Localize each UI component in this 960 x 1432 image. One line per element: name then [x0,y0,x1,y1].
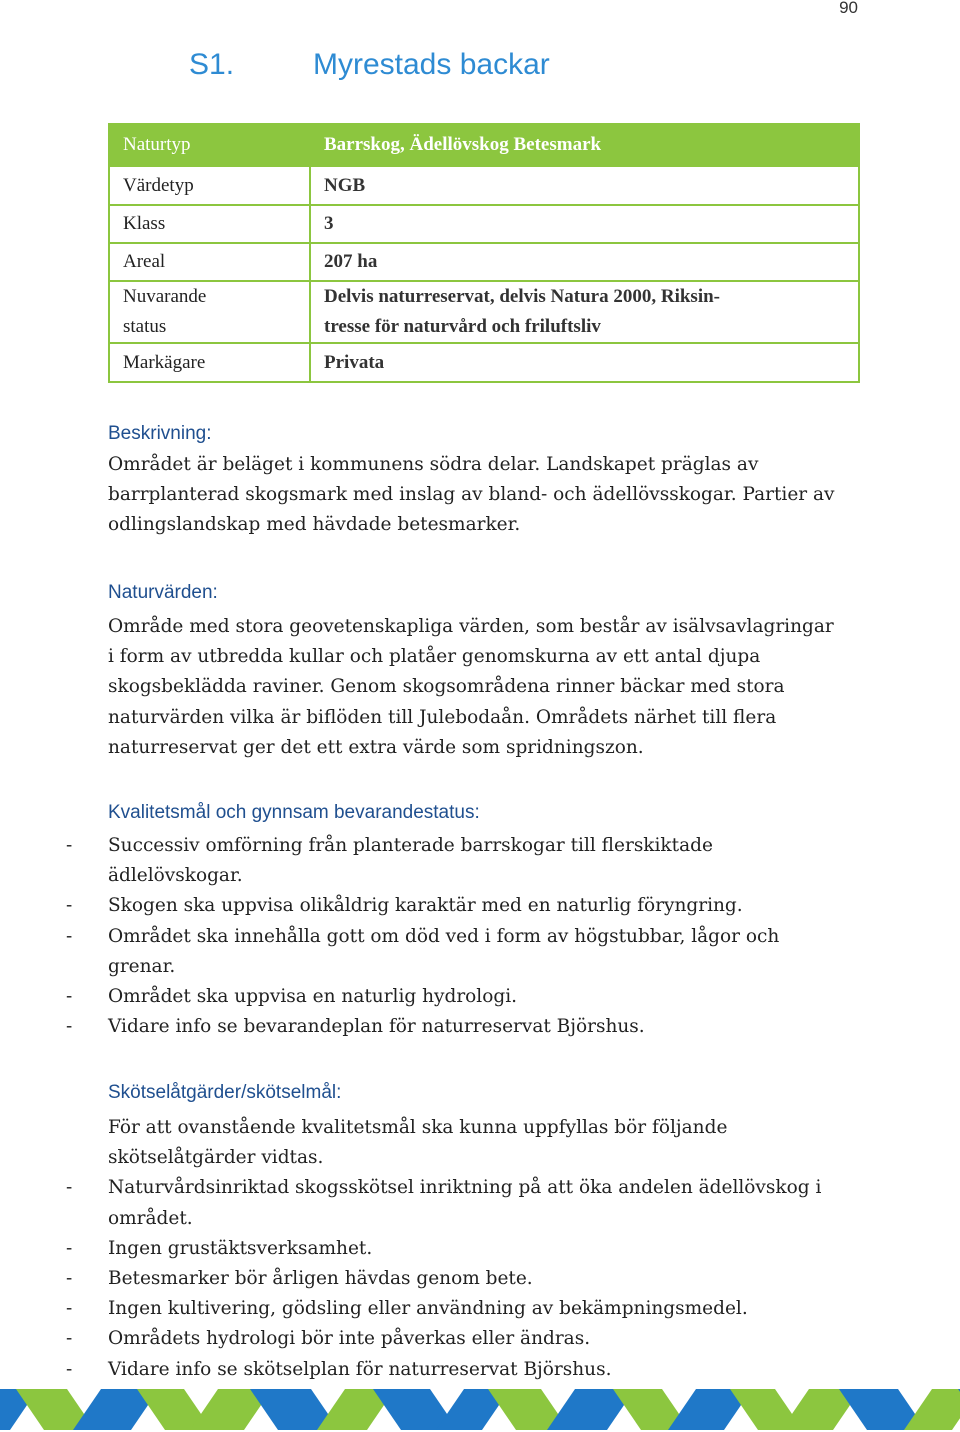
list-item [66,1355,868,1385]
dash-marker: - [66,1298,73,1320]
list-item [66,1264,868,1294]
naturvarden-line: i form av utbredda kullar och platåer genomskurna av ett antal djupa [108,646,761,668]
table-header-row [109,124,859,166]
dash-marker: - [66,895,73,917]
naturvarden-line: naturreservat ger det ett extra värde som spridningszon. [108,736,644,758]
dash-marker: - [66,1328,73,1350]
beskrivning-line: barrplanterad skogsmark med inslag av bland- och ädellövsskogar. Partier av [108,484,835,506]
list-item [66,1012,868,1042]
kvalitetsmal-list [66,831,868,1042]
dash-marker: - [66,1358,73,1380]
list-item-text: Området ska innehålla gott om död ved i form av högstubbar, lågor och [108,925,780,947]
list-item [66,922,868,982]
list-item-text: Områdets hydrologi bör inte påverkas eller ändras. [108,1328,591,1350]
section-name: Myrestads backar [313,48,550,81]
footer-decorative-band [0,1383,960,1432]
dash-marker: - [66,986,73,1008]
dash-marker: - [66,1177,73,1199]
naturvarden-line: skogsbeklädda raviner. Genom skogsområdena rinner bäckar med stora [108,676,785,698]
status-label [109,281,310,343]
footer-band-graphic [0,1383,960,1432]
markagare-value: Privata [310,343,859,382]
list-item-text: Successiv omförning från planterade barrskogar till flerskiktade [108,835,713,856]
areal-value: 207 ha [310,243,859,281]
list-item [66,1173,868,1233]
naturvarden-line: Område med stora geovetenskapliga värden, som består av isälvsavlagringar [108,616,834,637]
status-value-line1: Delvis naturreservat, delvis Natura 2000, Riksin- [324,286,720,307]
info-table [108,123,860,383]
list-item-text: Ingen grustäktsverksamhet. [108,1237,373,1259]
naturvarden-line: naturvärden vilka är biflöden till Julebodaån. Områdets närhet till flera [108,706,777,728]
list-item [66,982,868,1012]
vardetyp-label: Värdetyp [109,166,310,205]
list-item-text: området. [108,1207,193,1229]
naturtyp-label: Naturtyp [109,124,310,166]
kvalitetsmal-heading: Kvalitetsmål och gynnsam bevarandestatus: [108,802,480,823]
status-label-line1: Nuvarande [123,286,207,307]
footer-band-segment [904,1389,960,1430]
table-row [109,166,859,205]
list-item-text: Naturvårdsinriktad skogsskötsel inriktning på att öka andelen ädellövskog i [108,1177,822,1199]
list-item-text: Området ska uppvisa en naturlig hydrologi. [108,986,517,1008]
list-item [66,1324,868,1354]
list-item-text: Vidare info se skötselplan för naturreservat Björshus. [108,1358,612,1380]
table-row [109,343,859,382]
table-row [109,243,859,281]
list-item [66,891,868,921]
markagare-label: Markägare [109,343,310,382]
vardetyp-value: NGB [310,166,859,205]
page-number: 90 [839,0,858,17]
areal-label: Areal [109,243,310,281]
beskrivning-line: Området är beläget i kommunens södra delar. Landskapet präglas av [108,454,759,475]
beskrivning-section [108,420,868,541]
kvalitetsmal-section [66,799,868,1042]
list-item-text: Skogen ska uppvisa olikåldrig karaktär med en naturlig föryngring. [108,895,743,917]
page-title [189,48,550,82]
status-label-line2: status [123,316,167,337]
naturvarden-section [108,579,868,763]
list-item [66,831,868,891]
dash-marker: - [66,925,73,947]
status-value-line2: tresse för naturvård och friluftsliv [324,316,601,337]
list-item-text: grenar. [108,955,176,977]
skotsel-intro-line: skötselåtgärder vidtas. [108,1147,324,1169]
dash-marker: - [66,1237,73,1259]
dash-marker: - [66,1016,73,1038]
list-item-text: Vidare info se bevarandeplan för naturreservat Björshus. [108,1016,645,1038]
skotsel-intro-line: För att ovanstående kvalitetsmål ska kunna uppfyllas bör följande [108,1117,728,1138]
skotsel-section [66,1079,868,1385]
dash-marker: - [66,1268,73,1290]
list-item [66,1294,868,1324]
list-item [66,1234,868,1264]
list-item-text: Ingen kultivering, gödsling eller användning av bekämpningsmedel. [108,1298,748,1320]
list-item-text: Betesmarker bör årligen hävdas genom bete. [108,1268,533,1290]
klass-value: 3 [310,205,859,243]
skotsel-heading: Skötselåtgärder/skötselmål: [108,1082,342,1103]
dash-marker: - [66,835,73,856]
klass-label: Klass [109,205,310,243]
naturvarden-heading: Naturvärden: [108,582,218,603]
beskrivning-line: odlingslandskap med hävdade betesmarker. [108,514,521,536]
section-number: S1. [189,48,235,81]
list-item-text: ädlelövskogar. [108,865,243,887]
table-row [109,281,859,343]
beskrivning-heading: Beskrivning: [108,423,212,444]
skotsel-list [66,1173,868,1384]
status-value [310,281,859,343]
table-row [109,205,859,243]
naturtyp-value: Barrskog, Ädellövskog Betesmark [310,124,859,166]
